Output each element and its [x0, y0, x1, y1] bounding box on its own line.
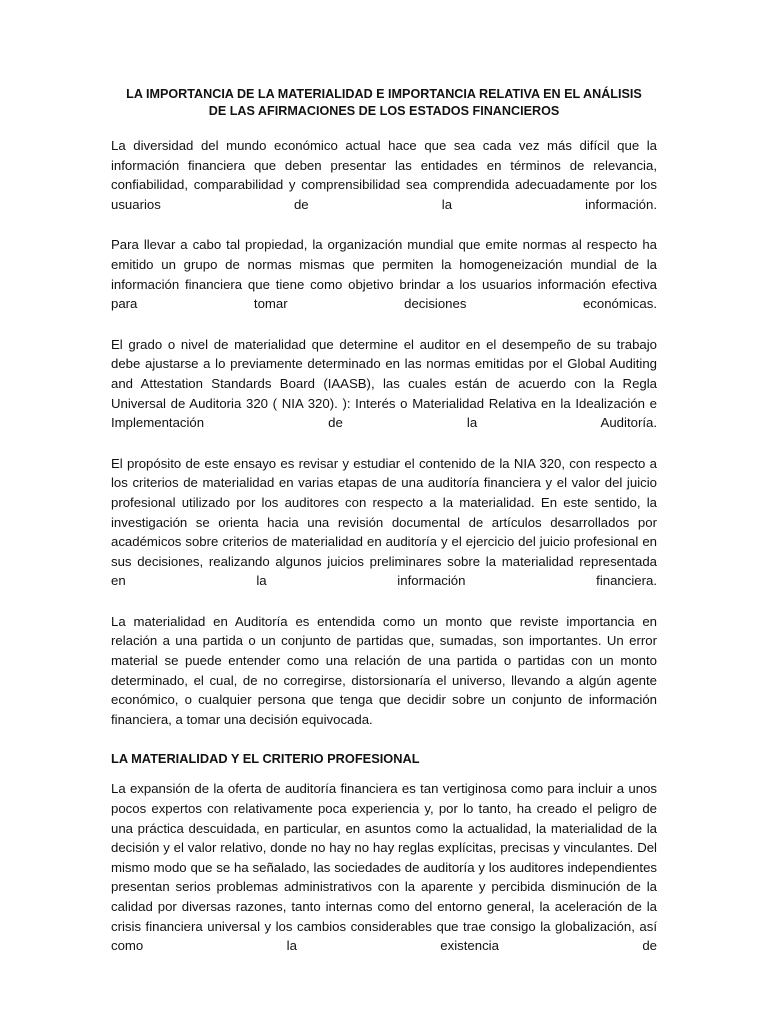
paragraph-2: Para llevar a cabo tal propiedad, la organización mundial que emite normas al respecto ha emitido un grupo de normas mismas que permiten la homogeneización mundial de la información financiera que tiene como objetivo brindar a los usuarios información efectiva para tomar decisiones económicas.	[111, 237, 657, 312]
paragraph-1: La diversidad del mundo económico actual hace que sea cada vez más difícil que la información financiera que deben presentar las entidades en términos de relevancia, confiabilidad, comparabilidad y comprensibilidad sea comprendida adecuadamente por los usuarios de la información.	[111, 138, 657, 212]
paragraph-3: El grado o nivel de materialidad que determine el auditor en el desempeño de su trabajo debe ajustarse a lo previamente determinado en las normas emitidas por el Global Auditing and Attestation Standards Board (IAASB), las cuales están de acuerdo con la Regla Universal de Auditoria 320 ( NIA 320). ): Interés o Materialidad Relativa en la Idealización e Implementación de la Auditoría.	[111, 336, 657, 431]
title-line-1: LA IMPORTANCIA DE LA MATERIALIDAD E IMPORTANCIA RELATIVA EN EL ANÁLISIS	[126, 87, 642, 101]
title-line-2: DE LAS AFIRMACIONES DE LOS ESTADOS FINANCIEROS	[208, 104, 560, 118]
section-paragraph: La expansión de la oferta de auditoría financiera es tan vertiginosa como para incluir a unos pocos expertos con relativamente poca experiencia y, por lo tanto, ha creado el peligro de una práctica descuidada, en particular, en asuntos como la actualidad, la materialidad de la decisión y el valor relativo, donde no hay no hay reglas explícitas, precisas y vinculantes. Del mismo modo que se ha señalado, las sociedades de auditoría y los auditores independientes presentan serios problemas administrativos con la aparente y percibida disminución de la calidad por diversas razones, tanto internas como del entorno general, la aceleración de la crisis financiera universal y los cambios considerables que trae consigo la globalización, así como la existencia de	[111, 781, 657, 954]
document-title	[111, 86, 657, 120]
section-heading: LA MATERIALIDAD Y EL CRITERIO PROFESIONAL	[111, 751, 420, 767]
paragraph-4: El propósito de este ensayo es revisar y estudiar el contenido de la NIA 320, con respecto a los criterios de materialidad en varias etapas de una auditoría financiera y el valor del juicio profesional utilizado por los auditores con respecto a la materialidad. En este sentido, la investigación se orienta hacia una revisión documental de artículos desarrollados por académicos sobre criterios de materialidad en auditoría y el ejercicio del juicio profesional en sus decisiones, realizando algunos juicios preliminares sobre la materialidad representada en la información financiera.	[111, 455, 657, 589]
document-page	[111, 86, 657, 977]
paragraph-5: La materialidad en Auditoría es entendida como un monto que reviste importancia en relación a una partida o un conjunto de partidas que, sumadas, son importantes. Un error material se puede entender como una relación de una partida o partidas con un monto determinado, el cual, de no corregirse, distorsionaría el universo, llevando a algún agente económico, o cualquier persona que tenga que decidir sobre un conjunto de información financiera, a tomar una decisión equivocada.	[111, 613, 657, 727]
